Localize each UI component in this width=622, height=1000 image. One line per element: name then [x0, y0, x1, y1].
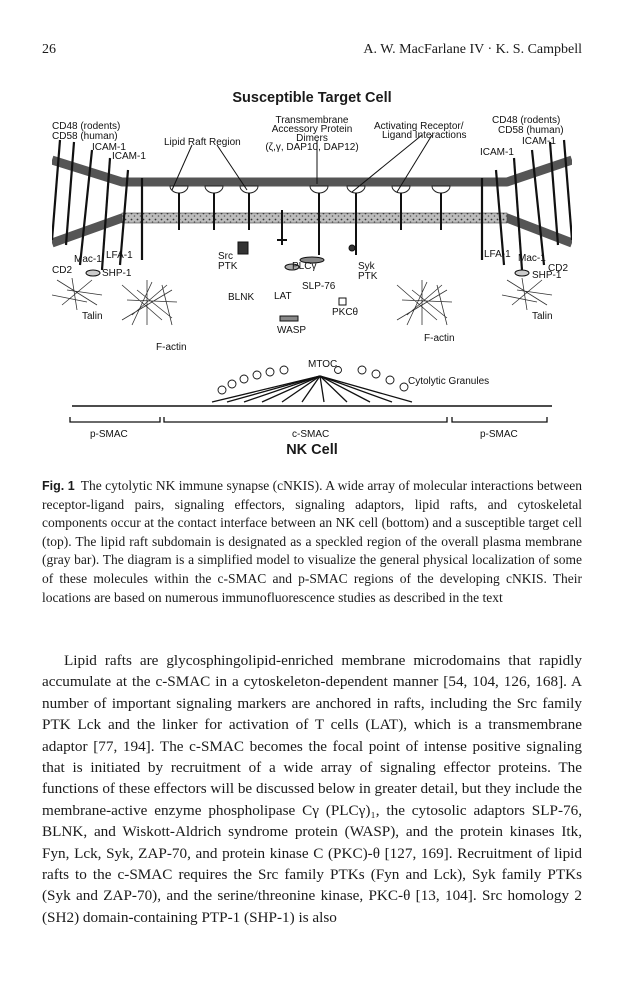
- label-mtoc: MTOC: [308, 359, 338, 370]
- smac-brackets: [70, 417, 547, 422]
- label-factin-right: F-actin: [424, 333, 455, 344]
- caption-text: The cytolytic NK immune synapse (cNKIS). A wide array of molecular interactions between receptor-ligand pairs, signaling effectors, signaling adaptors, lipid rafts, and cytoskeletal components occur at the contact interface between an NK cell (bottom) and a susceptible target cell (top). The lipid raft subdomain is designated as a speckled region of the overall plasma membrane (gray bar). The diagram is a simplified model to visualize the general physical localization of some of these molecules within the c-SMAC and p-SMAC regions of the developing cNKIS. Their locations are based on numerous immunofluorescence studies as described in the text: [42, 478, 582, 605]
- body-paragraph: Lipid rafts are glycosphingolipid-enriched membrane microdomains that rapidly accumulate at the c-SMAC in a cytoskeleton-dependent manner [54, 104, 126, 168]. A number of important signaling markers are anchored in rafts, including the Src family PTK Lck and the linker for activation of T cells (LAT), which is a transmembrane adaptor [77, 194]. The c-SMAC becomes the focal point of intense positive signaling that is initiated by recruitment of a wide array of signaling effector proteins. The functions of these effectors will be discussed below in greater detail, but they include the membrane-active enzyme phospholipase Cγ (PLCγ)₁, the cytosolic adaptors SLP-76, BLNK, and Wiskott-Aldrich syndrome protein (WASP), and the protein kinases Itk, Fyn, Lck, Syk, ZAP-70, and protein kinase C (PKC)-θ [127, 169]. Recruitment of lipid rafts to the c-SMAC requires the Src family PTKs (Fyn and Lck), Syk family PTKs (Syk and ZAP-70), and the serine/threonine kinase, PKC-θ [13, 104]. Src homology 2 (SH2) domain-containing PTP-1 (SHP-1) is also: [42, 652, 582, 926]
- label-lat: LAT: [274, 291, 292, 302]
- label-lfa1-right: LFA-1: [484, 249, 511, 260]
- running-header: [42, 42, 582, 62]
- label-src-2: PTK: [218, 261, 238, 272]
- label-tm-4: (ζ,γ, DAP10, DAP12): [265, 142, 359, 153]
- label-cd2-left: CD2: [52, 265, 73, 276]
- caption-fig-label: Fig. 1: [42, 479, 75, 493]
- label-icam1-left-b: ICAM-1: [112, 151, 146, 162]
- label-wasp: WASP: [277, 325, 307, 336]
- ligand-domes: [170, 186, 450, 193]
- body-text: [42, 650, 582, 928]
- label-shp1-right: SHP-1: [532, 270, 562, 281]
- running-authors: A. W. MacFarlane IV · K. S. Campbell: [363, 42, 582, 57]
- target-cell-membrane: [52, 160, 572, 182]
- label-mac1-left: Mac-1: [74, 254, 102, 265]
- label-tm-2: Accessory Protein: [271, 124, 353, 135]
- label-tm-3: Dimers: [296, 133, 328, 144]
- label-activating-2: Ligand Interactions: [382, 130, 467, 141]
- label-cd2-right: CD2: [548, 263, 569, 274]
- label-slp76: SLP-76: [302, 281, 336, 292]
- label-csmac: c-SMAC: [292, 429, 330, 440]
- label-pkc: PKCθ: [332, 307, 359, 318]
- label-talin-left: Talin: [82, 311, 103, 322]
- label-granules: Cytolytic Granules: [408, 376, 490, 387]
- label-activating-1: Activating Receptor/: [374, 121, 464, 132]
- label-shp1-left: SHP-1: [102, 268, 132, 279]
- label-psmac-right: p-SMAC: [480, 429, 518, 440]
- figure-top-title: Susceptible Target Cell: [232, 90, 392, 106]
- label-icam1-left-a: ICAM-1: [92, 142, 126, 153]
- label-cd48-right-2: CD58 (human): [498, 125, 564, 136]
- label-tm-1: Transmembrane: [275, 115, 349, 126]
- label-cd48-left-1: CD48 (rodents): [52, 121, 121, 132]
- figure-caption: [42, 477, 582, 607]
- label-icam1-right-a: ICAM-1: [522, 136, 556, 147]
- label-syk-2: PTK: [358, 271, 378, 282]
- receptor-stalks: [179, 193, 441, 255]
- label-cd48-right-1: CD48 (rodents): [492, 115, 561, 126]
- label-cd48-left-2: CD58 (human): [52, 131, 118, 142]
- label-src-1: Src: [218, 251, 233, 262]
- figure-nk-synapse: [52, 80, 572, 465]
- label-lfa1-left: LFA-1: [106, 250, 133, 261]
- page-number: 26: [42, 42, 56, 57]
- label-lipid-raft: Lipid Raft Region: [164, 137, 241, 148]
- label-syk-1: Syk: [358, 261, 375, 272]
- label-mac1-right: Mac-1: [518, 253, 546, 264]
- figure-bottom-title: NK Cell: [286, 442, 338, 458]
- label-blnk: BLNK: [228, 292, 255, 303]
- label-talin-right: Talin: [532, 311, 553, 322]
- cytolytic-granules: [218, 366, 408, 394]
- label-plcg: PLCγ: [292, 261, 317, 272]
- label-psmac-left: p-SMAC: [90, 429, 128, 440]
- label-icam1-right-b: ICAM-1: [480, 147, 514, 158]
- label-factin-left: F-actin: [156, 342, 187, 353]
